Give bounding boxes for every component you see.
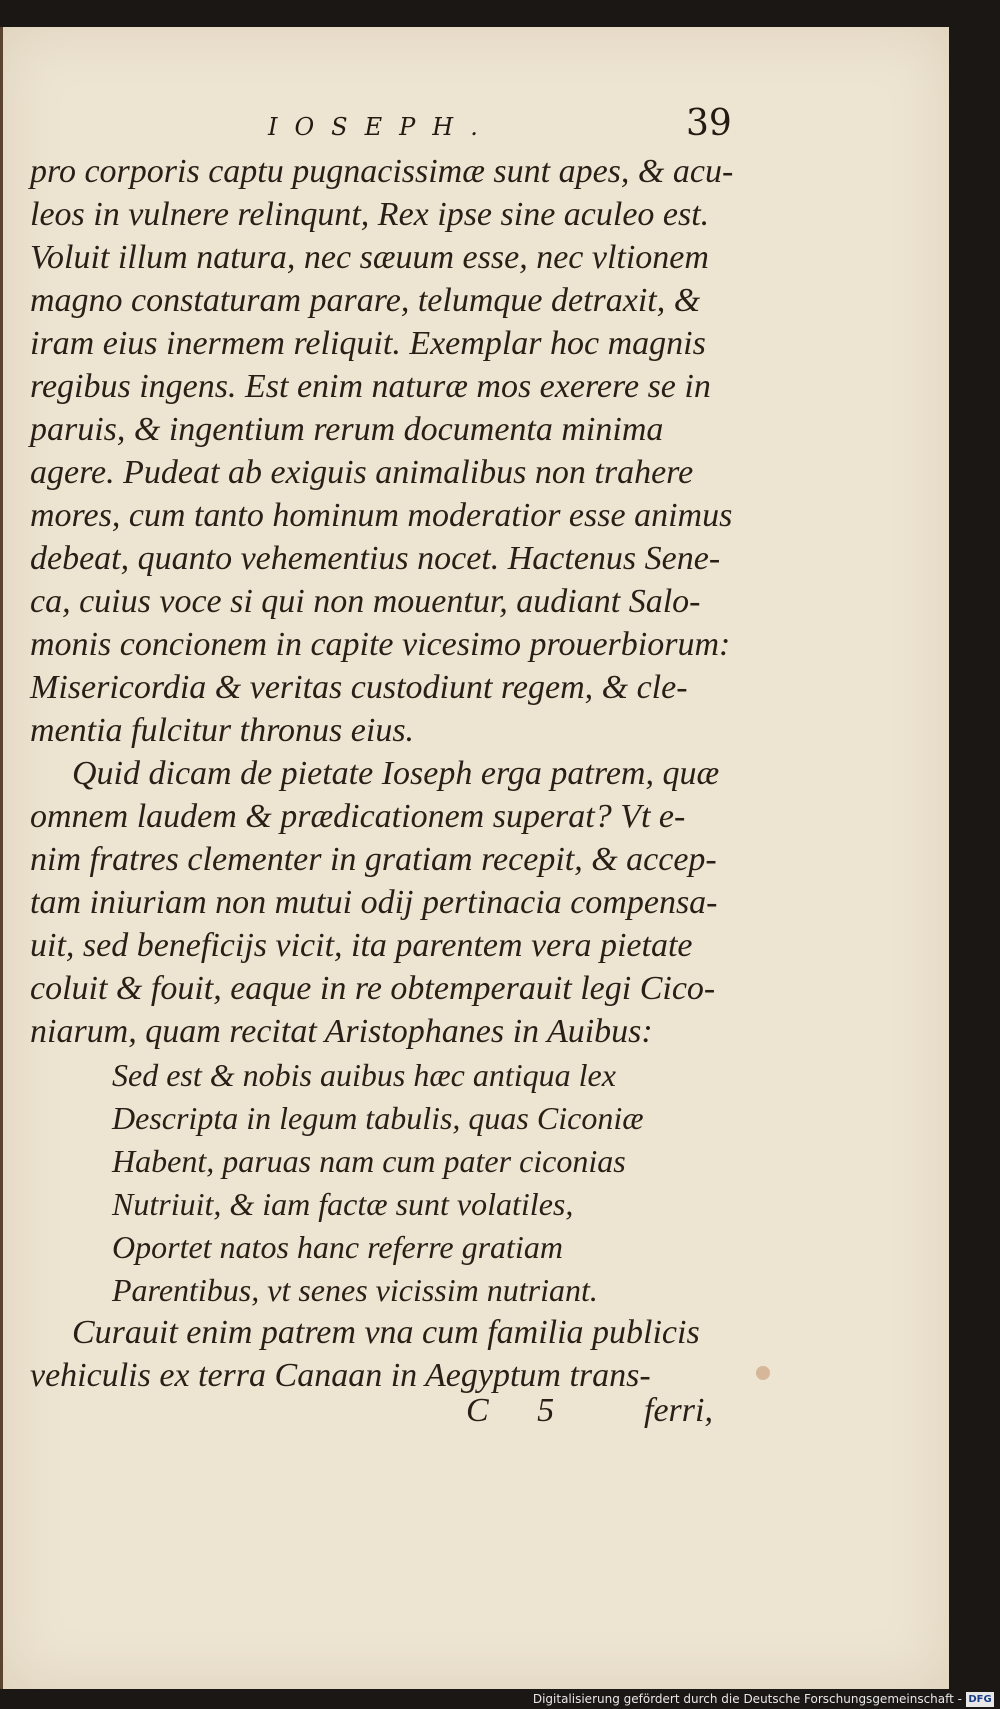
text-line: regibus ingens. Est enim naturæ mos exerere se in xyxy=(30,368,711,405)
text-line: debeat, quanto vehementius nocet. Hactenus Sene- xyxy=(30,540,721,577)
text-line: niarum, quam recitat Aristophanes in Auibus: xyxy=(30,1013,653,1050)
verse-line: Descripta in legum tabulis, quas Ciconiæ xyxy=(112,1100,644,1136)
text-line: iram eius inermem reliquit. Exemplar hoc magnis xyxy=(30,325,706,362)
dfg-logo: DFG xyxy=(966,1692,994,1707)
text-line: agere. Pudeat ab exiguis animalibus non trahere xyxy=(30,454,694,491)
text-line: paruis, & ingentium rerum documenta minima xyxy=(30,411,664,448)
text-line: Quid dicam de pietate Ioseph erga patrem, quæ xyxy=(72,755,720,792)
text-line: mentia fulcitur thronus eius. xyxy=(30,712,415,749)
text-line: omnem laudem & prædicationem superat? Vt e- xyxy=(30,798,686,835)
verse-line: Parentibus, vt senes vicissim nutriant. xyxy=(112,1272,598,1308)
text-line: monis concionem in capite vicesimo prouerbiorum: xyxy=(30,626,731,663)
text-line: Misericordia & veritas custodiunt regem, & cle- xyxy=(30,669,688,706)
text-line: ca, cuius voce si qui non mouentur, audiant Salo- xyxy=(30,583,701,620)
text-line: coluit & fouit, eaque in re obtemperauit legi Cico- xyxy=(30,970,716,1007)
running-head: IOSEPH. xyxy=(268,113,495,141)
paper-stain xyxy=(756,1366,770,1380)
text-line: pro corporis captu pugnacissimæ sunt apes, & acu- xyxy=(30,153,734,190)
page-number: 39 xyxy=(686,103,732,144)
text-line: magno constaturam parare, telumque detraxit, & xyxy=(30,282,701,319)
signature-mark: C 5 xyxy=(466,1392,575,1429)
digitization-credit: Digitalisierung gefördert durch die Deutsche Forschungsgemeinschaft - xyxy=(532,1692,962,1706)
text-line: nim fratres clementer in gratiam recepit, & accep- xyxy=(30,841,717,878)
text-line: tam iniuriam non mutui odij pertinacia compensa- xyxy=(30,884,718,921)
verse-line: Sed est & nobis auibus hæc antiqua lex xyxy=(112,1057,616,1093)
text-line: uit, sed beneficijs vicit, ita parentem vera pietate xyxy=(30,927,693,964)
verse-line: Nutriuit, & iam factæ sunt volatiles, xyxy=(112,1186,574,1222)
verse-line: Oportet natos hanc referre gratiam xyxy=(112,1229,563,1265)
text-line: mores, cum tanto hominum moderatior esse animus xyxy=(30,497,733,534)
verse-line: Habent, paruas nam cum pater ciconias xyxy=(112,1143,626,1179)
text-line: vehiculis ex terra Canaan in Aegyptum trans- xyxy=(30,1357,651,1394)
page-header xyxy=(0,103,1000,153)
catchword: ferri, xyxy=(644,1392,713,1429)
catchline xyxy=(0,1392,1000,1436)
text-line: Voluit illum natura, nec sæuum esse, nec vltionem xyxy=(30,239,709,276)
text-line: leos in vulnere relinqunt, Rex ipse sine aculeo est. xyxy=(30,196,710,233)
text-line: Curauit enim patrem vna cum familia publicis xyxy=(72,1314,700,1351)
